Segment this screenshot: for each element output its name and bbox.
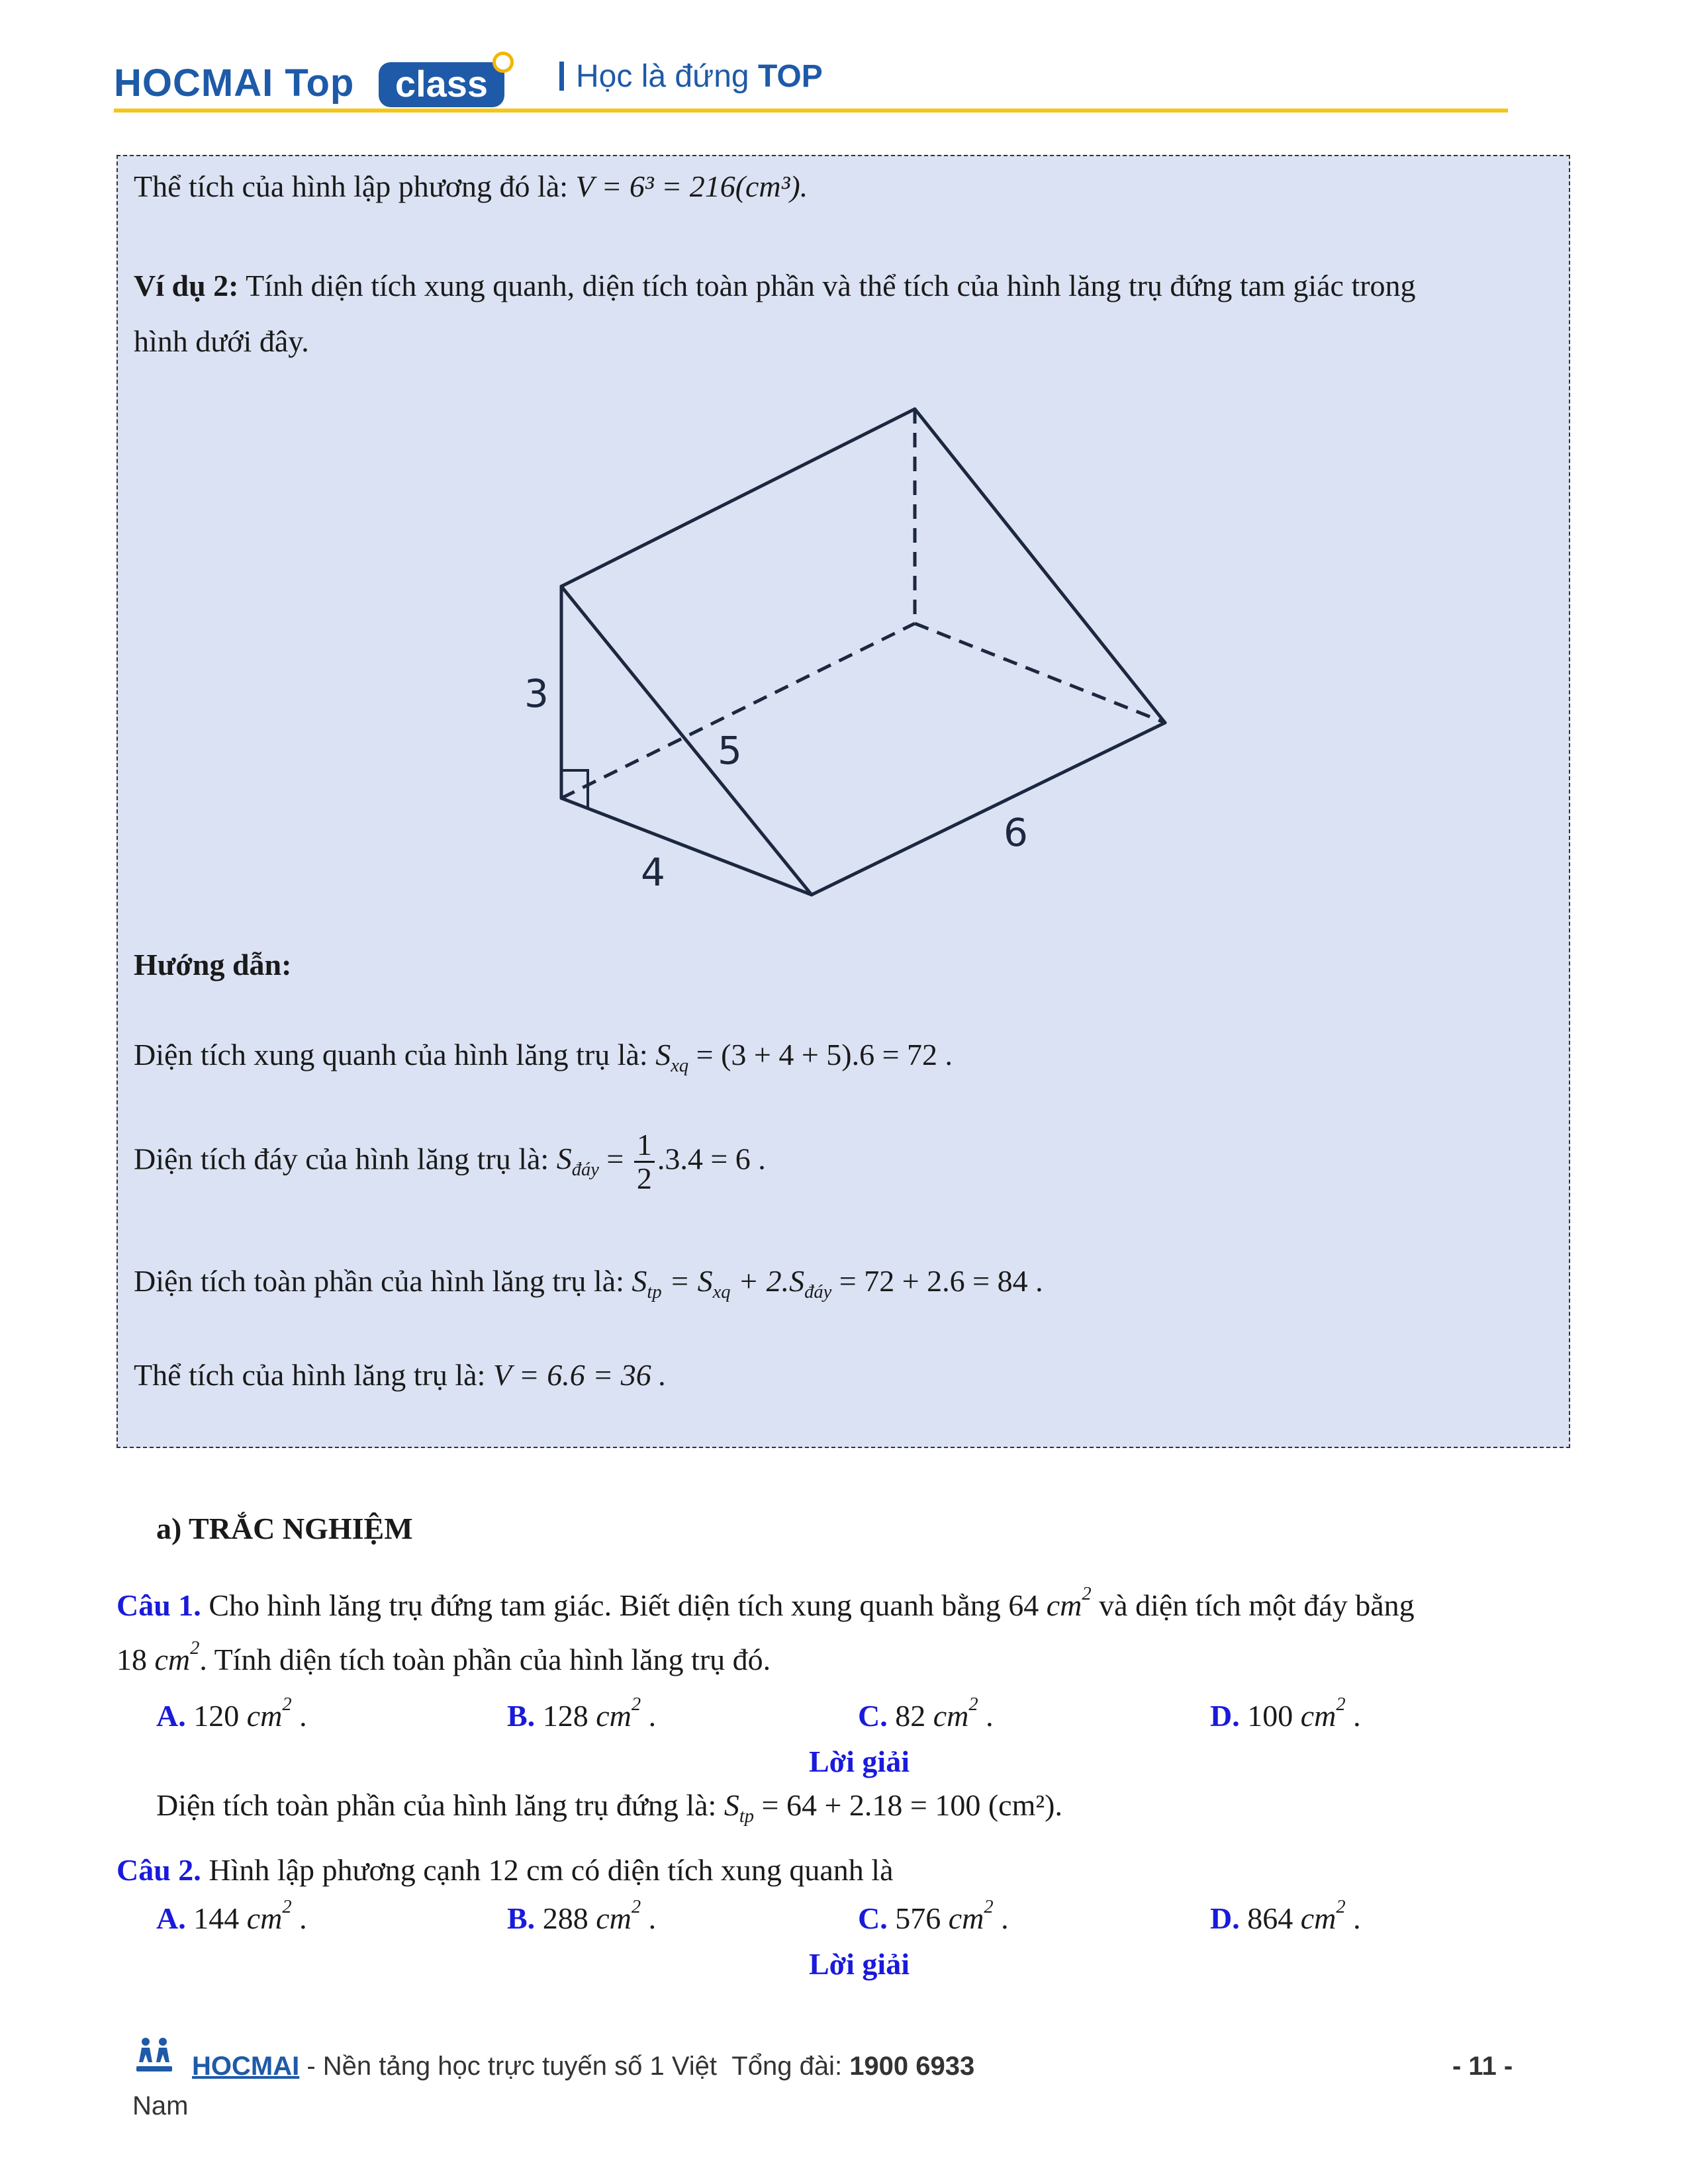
logo-class-pill: class: [379, 62, 504, 107]
q2-option-d-value: 864: [1247, 1901, 1293, 1935]
page-number: - 11 -: [1452, 2052, 1513, 2081]
prism-top-edge: [561, 409, 915, 586]
guide-label: Hướng dẫn:: [134, 948, 292, 981]
q2-option-a[interactable]: A. 144 $cm^2$ .: [156, 1897, 307, 1935]
q1-option-a-unit: $cm^2$: [246, 1694, 292, 1733]
q2-option-d[interactable]: D. 864 $cm^2$ .: [1210, 1897, 1361, 1935]
q1-option-c[interactable]: C. 82 $cm^2$ .: [858, 1694, 994, 1733]
q1-solution-formula: = 64 + 2.18 = 100 (cm²).: [761, 1788, 1062, 1822]
header-slogan: [559, 58, 823, 95]
slogan-divider: [559, 62, 564, 91]
q1-unit2: $cm^2$: [154, 1638, 200, 1676]
footer-hotline: 1900 6933: [849, 2052, 975, 2081]
q2-option-b-unit: $cm^2$: [596, 1897, 641, 1935]
q1-option-c-value: 82: [895, 1699, 926, 1733]
footer-wrap-text: Nam: [132, 2091, 189, 2120]
q1-option-c-label: C.: [858, 1699, 888, 1733]
base-text: Diện tích đáy của hình lăng trụ là:: [134, 1142, 549, 1176]
total-symbol: $S_{tp} = S_{xq} + 2.S_{đáy}$: [632, 1264, 832, 1303]
label-length: 6: [1004, 810, 1028, 855]
example2-text1: Tính diện tích xung quanh, diện tích toàn phần và thể tích của hình lăng trụ đứng tam giác trong: [246, 269, 1416, 302]
slogan-highlight: TOP: [757, 59, 823, 94]
volume-formula: V = 6.6 = 36 .: [492, 1358, 667, 1392]
q1-text3: . Tính diện tích toàn phần của hình lăng trụ đó.: [199, 1643, 771, 1676]
q1-option-d-unit: $cm^2$: [1300, 1694, 1346, 1733]
header-underline: [114, 109, 1508, 113]
q1-option-a[interactable]: A. 120 $cm^2$ .: [156, 1694, 307, 1733]
prism-bottom-length-edge: [812, 723, 1165, 895]
q2-option-a-label: A.: [156, 1901, 186, 1935]
q2-option-a-unit: $cm^2$: [246, 1897, 292, 1935]
q2-option-b-value: 288: [542, 1901, 588, 1935]
example2-label: Ví dụ 2:: [134, 269, 239, 302]
lateral-area-line: [134, 1036, 953, 1077]
q2-option-d-label: D.: [1210, 1901, 1240, 1935]
total-formula: = 72 + 2.6 = 84 .: [839, 1264, 1043, 1298]
base-formula-tail: .3.4 = 6 .: [657, 1142, 766, 1176]
section-title: a) TRẮC NGHIỆM: [156, 1512, 413, 1545]
logo-brand-text: HOCMAI Top: [114, 62, 355, 105]
lateral-formula: = (3 + 4 + 5).6 = 72 .: [696, 1038, 953, 1071]
q1-solution-symbol: $S_{tp}$: [724, 1788, 755, 1827]
q1-base-value: 18: [117, 1643, 147, 1676]
q1-option-b[interactable]: B. 128 $cm^2$ .: [507, 1694, 657, 1733]
example2-text2: hình dưới đây.: [134, 324, 309, 358]
q2-option-c-label: C.: [858, 1901, 888, 1935]
q1-solution-line: [156, 1787, 1062, 1828]
q2-text: Hình lập phương cạnh 12 cm có diện tích xung quanh là: [209, 1853, 894, 1887]
q1-option-b-unit: $cm^2$: [596, 1694, 641, 1733]
q2-option-d-unit: $cm^2$: [1300, 1897, 1346, 1935]
q1-solution-text: Diện tích toàn phần của hình lăng trụ đứng là:: [156, 1788, 717, 1822]
q1-label: Câu 1.: [117, 1588, 201, 1622]
label-hypotenuse: 5: [718, 728, 742, 773]
q1-line2: [117, 1638, 771, 1678]
q1-option-a-label: A.: [156, 1699, 186, 1733]
base-area-line: Diện tích đáy của hình lăng trụ là: $S_{đáy}$ = $\frac{1}{2}$ .3.4 = 6 .: [134, 1128, 766, 1196]
q2-option-a-value: 144: [193, 1901, 240, 1935]
total-area-line: [134, 1263, 1043, 1304]
sun-icon: [492, 52, 514, 73]
base-symbol: $S_{đáy}$: [556, 1142, 599, 1181]
prism-back-slant-edge: [915, 409, 1165, 723]
q2-label: Câu 2.: [117, 1853, 201, 1887]
q2-option-c[interactable]: C. 576 $cm^2$ .: [858, 1897, 1009, 1935]
cube-volume-formula: V = 6³ = 216(cm³).: [575, 169, 808, 203]
one-half-fraction: [634, 1129, 655, 1195]
volume-text: Thể tích của hình lăng trụ là:: [134, 1358, 486, 1392]
q2-option-c-unit: $cm^2$: [948, 1897, 994, 1935]
q1-option-b-value: 128: [542, 1699, 588, 1733]
q1-option-d-value: 100: [1247, 1699, 1293, 1733]
q1-text1: Cho hình lăng trụ đứng tam giác. Biết diện tích xung quanh bằng: [209, 1588, 1001, 1622]
q1-line1: [117, 1584, 1415, 1623]
fraction-denominator: 2: [636, 1161, 652, 1196]
q1-option-b-label: B.: [507, 1699, 536, 1733]
example-box: [117, 155, 1570, 1448]
q1-option-c-unit: $cm^2$: [933, 1694, 978, 1733]
q2-option-b[interactable]: B. 288 $cm^2$ .: [507, 1897, 657, 1935]
label-height: 3: [524, 671, 549, 716]
q1-option-a-value: 120: [193, 1699, 240, 1733]
total-text: Diện tích toàn phần của hình lăng trụ là:: [134, 1264, 624, 1298]
triangular-prism-figure: [118, 156, 1571, 1449]
fraction-numerator: 1: [634, 1129, 655, 1163]
slogan-prefix: Học là đứng: [576, 59, 749, 94]
q1-lateral-value: 64: [1008, 1588, 1039, 1622]
q1-option-d[interactable]: D. 100 $cm^2$ .: [1210, 1694, 1361, 1733]
q2-line: [117, 1852, 894, 1888]
q2-solution-title: Lời giải: [809, 1947, 910, 1981]
q1-option-d-label: D.: [1210, 1699, 1240, 1733]
lateral-symbol: $S_{xq}$: [655, 1038, 689, 1077]
lateral-text: Diện tích xung quanh của hình lăng trụ là:: [134, 1038, 648, 1071]
q1-solution-title: Lời giải: [809, 1745, 910, 1778]
hocmai-people-icon: [132, 2036, 176, 2075]
label-base: 4: [641, 850, 665, 895]
footer-line: [192, 2052, 974, 2081]
q2-option-c-value: 576: [895, 1901, 941, 1935]
volume-line: [134, 1357, 667, 1393]
q1-text2: và diện tích một đáy bằng: [1099, 1588, 1415, 1622]
cube-volume-text: Thể tích của hình lập phương đó là:: [134, 169, 569, 203]
footer-brand-link[interactable]: HOCMAI: [192, 2052, 300, 2081]
q2-option-b-label: B.: [507, 1901, 536, 1935]
footer-tagline: - Nền tảng học trực tuyến số 1 Việt: [299, 2052, 718, 2081]
footer-hotline-label: Tổng đài:: [731, 2052, 843, 2081]
prism-front-slant-edge: [561, 586, 812, 895]
q1-unit1: $cm^2$: [1046, 1584, 1092, 1622]
